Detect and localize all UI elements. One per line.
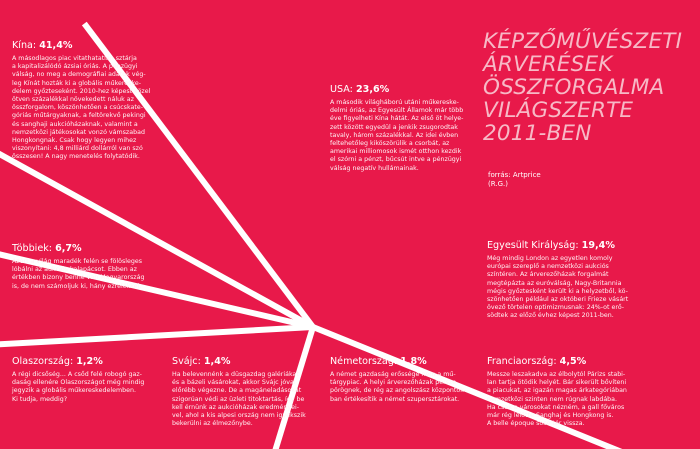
description-line: bekerülni az élmezőnybe.: [172, 420, 253, 428]
description-line: el szórni a pénzt, bűcsút intve a pénzügyi: [330, 156, 462, 164]
description-line: Hongkongnak. Csak hogy legyen mihez: [12, 137, 137, 145]
pie-slice-boundary: [0, 327, 313, 348]
block-italy: [12, 356, 162, 404]
description-line: lan tartja ötödik helyét. Bár sikerült bővíteni: [487, 379, 627, 387]
country-share: 23,6%: [355, 84, 390, 95]
description-line: delem győzteseként. 2010-hez képest közel: [12, 87, 151, 95]
description-line: kell érnünk az aukcióházak eredményei-: [172, 403, 299, 411]
block-usa: [330, 84, 480, 173]
description-line: A belle époque sose tér vissza.: [487, 420, 585, 428]
description-line: Azért a világ maradék felén se fölösleges: [12, 258, 143, 265]
description-line: válság negatív hullámainak.: [330, 164, 419, 172]
country-name: Svájc:: [172, 356, 204, 367]
description-line: értékben bizony benne van Magyarország: [12, 274, 145, 282]
country-description: [487, 371, 637, 428]
source-credit: [488, 171, 541, 189]
description-line: jegyzik a globális műkereskedelemben.: [12, 387, 136, 395]
country-share: 4,5%: [559, 356, 587, 367]
description-line: színtéren. Az árverezőházak forgalmát: [487, 271, 609, 279]
title-line: ÁRVERÉSEK: [483, 52, 613, 77]
description-line: is, de nem számoljuk ki, hány ezrelékkel.: [12, 282, 142, 290]
country-share: 19,4%: [581, 240, 615, 251]
description-line: A másodlagos piac vitathatatlan sztárja: [12, 55, 137, 62]
description-line: Messze leszakadva az élbolytól Párizs stabi-: [487, 371, 626, 378]
country-name: Franciaország:: [487, 356, 560, 367]
description-line: és a bázeli vásárokat, akkor Svájc jóval: [172, 379, 296, 387]
description-line: pörögnek, de rég az angolszász központok-: [330, 387, 467, 395]
country-heading: [12, 40, 172, 52]
country-heading: [12, 356, 162, 368]
country-share: 1,2%: [76, 356, 103, 367]
description-line: mégis győztesként került ki a helyzetből, kö-: [487, 287, 628, 295]
description-line: leg Kínát hozták ki a globális műkereske-: [12, 79, 142, 87]
block-china: [12, 40, 172, 162]
country-description: [487, 255, 639, 321]
country-name: USA:: [330, 84, 356, 95]
description-line: feltehetőleg kiköszörülik a csorbát, az: [330, 140, 450, 148]
description-line: összesen! A nagy menetelés folytatódik.: [12, 153, 140, 161]
title-line: 2011-BEN: [483, 121, 592, 146]
title-line: VILÁGSZERTE: [483, 98, 634, 123]
description-line: nemzetközi játékosokat vonzó vámszabad: [12, 128, 145, 136]
country-heading: [172, 356, 322, 368]
block-others: [12, 243, 162, 291]
description-line: válság, no meg a demográfiai adatok vég-: [12, 71, 146, 79]
description-line: ötven százalékkal növekedett náluk az: [12, 96, 134, 104]
description-line: övező törtelen optimizmusnak: 24%-ot erő-: [487, 304, 625, 312]
description-line: ban értékesítik a német szupersztárokat.: [330, 395, 460, 403]
description-line: Ha csak a városokat nézném, a gall főváros: [487, 403, 625, 411]
description-line: lóbálni az aukciós kalapácsot. Ebben az: [12, 266, 137, 274]
description-line: vel, ahol a kis alpesi ország nem igyekszik: [172, 412, 306, 420]
country-name: Németország:: [330, 356, 401, 367]
description-line: viszonyítani: 4,8 milliárd dollárról van szó: [12, 145, 143, 153]
description-line: södtek az előző évhez képest 2011-ben.: [487, 312, 614, 320]
description-line: európai szereplő a nemzetközi aukciós: [487, 263, 609, 271]
description-line: A német gazdaság erőssége nem a mű-: [330, 371, 456, 378]
description-line: delmi óriás, az Egyesült Államok már több: [330, 107, 464, 115]
country-share: 1,4%: [203, 356, 231, 367]
description-line: tavaly, három százalékkal. Az idei évben: [330, 131, 459, 139]
source-text: forrás: Artprice: [488, 171, 541, 179]
description-line: a piacukat, az igazán magas árkategóriában: [487, 387, 627, 395]
country-heading: [487, 356, 637, 368]
description-line: előrébb végezne. De a magáneladásokat: [172, 387, 302, 395]
description-line: már rég lelőtte Sanghaj és Hongkong is.: [487, 412, 614, 420]
description-line: tárgypiac. A helyi árverezőházak persze: [330, 379, 457, 387]
description-line: éve figyelheti Kína hátát. Az első öt helye-: [330, 115, 464, 123]
country-heading: [330, 84, 480, 96]
description-line: a kapitalizálódó ázsiai óriás. A pénzügyi: [12, 63, 138, 71]
country-description: [330, 371, 480, 404]
description-line: zett között egyedül a jenkik zsugorodtak: [330, 123, 458, 131]
country-heading: [487, 240, 639, 252]
country-heading: [330, 356, 480, 368]
country-share: 6,7%: [55, 243, 82, 254]
description-line: góriás műtárgyaknak, a feltörekvő pekingi: [12, 112, 146, 120]
description-line: Ha belevennénk a düsgazdag galériákat: [172, 371, 299, 378]
country-name: Kína:: [12, 40, 40, 51]
block-germany: [330, 356, 480, 404]
block-switzerland: [172, 356, 322, 428]
country-name: Egyesült Királyság:: [487, 240, 582, 251]
country-description: [172, 371, 322, 428]
country-description: [12, 258, 162, 291]
country-heading: [12, 243, 162, 255]
country-share: 1,8%: [400, 356, 427, 367]
description-line: szigorúan védi az üzleti titoktartás, így be: [172, 395, 305, 403]
country-description: [330, 99, 480, 173]
country-description: [12, 371, 162, 404]
pie-slice-boundary: [0, 143, 313, 327]
title-line: ÖSSZFORGALMA: [483, 75, 665, 100]
country-share: 41,4%: [39, 40, 73, 51]
description-line: és sanghaji aukcióházaknak, valamint a: [12, 120, 138, 128]
description-line: Még mindig London az egyetlen komoly: [487, 255, 613, 262]
country-name: Többiek:: [12, 243, 56, 254]
description-line: A régi dicsőség... A csőd felé robogó gaz-: [12, 371, 142, 378]
block-uk: [487, 240, 639, 321]
country-description: [12, 55, 172, 162]
description-line: daság ellenére Olaszországot még mindig: [12, 379, 145, 387]
description-line: szönhetően például az októberi Frieze vásárt: [487, 296, 629, 304]
page-title: [483, 30, 693, 145]
description-line: megtépázta az euróválság, Nagy-Britannia: [487, 279, 622, 287]
author-text: (R.G.): [488, 180, 508, 188]
description-line: A második világháború utáni műkereske-: [330, 99, 459, 106]
country-name: Olaszország:: [12, 356, 77, 367]
description-line: amerikai milliomosok ismét otthon kezdik: [330, 148, 462, 156]
block-france: [487, 356, 637, 428]
description-line: nemzetközi szinten nem rúgnak labdába.: [487, 395, 618, 403]
description-line: összforgalom, köszönhetően a csúcskate-: [12, 104, 143, 112]
title-line: KÉPZŐMŰVÉSZETI: [483, 29, 683, 54]
description-line: Ki tudja, meddig?: [12, 395, 68, 403]
